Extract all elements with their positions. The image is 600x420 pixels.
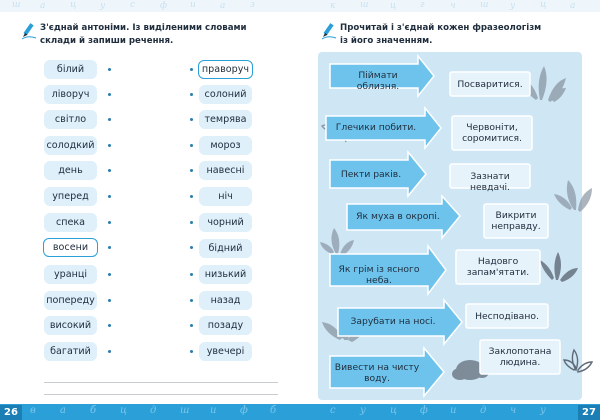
left-word[interactable]: високий bbox=[44, 316, 97, 335]
meaning-text[interactable]: Надовго запам'ятати. bbox=[466, 256, 530, 278]
idiom-text[interactable]: Глечики побити. bbox=[335, 122, 417, 133]
left-word[interactable]: попереду bbox=[44, 291, 97, 310]
right-word[interactable]: навесні bbox=[199, 161, 252, 180]
left-word[interactable]: світло bbox=[44, 110, 97, 129]
plant-icon bbox=[564, 350, 592, 372]
left-word[interactable]: уранці bbox=[44, 265, 97, 284]
right-word[interactable]: низький bbox=[199, 265, 252, 284]
top-decor-band: ш а ц у с ф и а з к ш ц г ч ш у ц а bbox=[0, 0, 600, 12]
meaning-text[interactable]: Червоніти, соромитися. bbox=[462, 122, 522, 144]
left-word[interactable]: багатий bbox=[44, 342, 97, 361]
plant-icon bbox=[320, 228, 354, 256]
idiom-text[interactable]: Як грім із ясного неба. bbox=[338, 264, 420, 286]
right-word[interactable]: увечері bbox=[199, 342, 252, 361]
idiom-text[interactable]: Пекти раків. bbox=[340, 169, 402, 180]
plant-icon bbox=[554, 180, 592, 212]
right-word[interactable]: ніч bbox=[199, 187, 252, 206]
idiom-text[interactable]: Вивести на чисту воду. bbox=[334, 362, 420, 384]
idiom-text[interactable]: Зарубати на носі. bbox=[350, 316, 436, 327]
page-number-right: 27 bbox=[578, 405, 600, 420]
right-word[interactable]: солоний bbox=[199, 85, 252, 104]
right-word[interactable]: позаду bbox=[199, 316, 252, 335]
right-word[interactable]: темрява bbox=[199, 110, 252, 129]
meaning-text[interactable]: Викрити неправду. bbox=[491, 210, 541, 232]
left-word[interactable]: день bbox=[44, 161, 97, 180]
meaning-text[interactable]: Посваритися. bbox=[457, 79, 523, 90]
page-number-left: 26 bbox=[0, 405, 22, 420]
meaning-text[interactable]: Заклопотана людина. bbox=[488, 346, 552, 368]
meaning-text[interactable]: Зазнати невдачі. bbox=[470, 171, 510, 193]
right-instruction-line-2: із його значенням. bbox=[340, 36, 433, 46]
left-word-highlighted[interactable]: восени bbox=[43, 238, 98, 257]
right-word[interactable]: чорний bbox=[199, 213, 252, 232]
idiom-text[interactable]: Як муха в окропі. bbox=[356, 211, 440, 222]
right-word[interactable]: бідний bbox=[199, 239, 252, 258]
right-instruction-line-1: Прочитай і з'єднай кожен фразеологізм bbox=[340, 23, 542, 33]
left-word[interactable]: спека bbox=[44, 213, 97, 232]
meaning-text[interactable]: Несподівано. bbox=[475, 311, 539, 322]
right-word-highlighted[interactable]: праворуч bbox=[198, 60, 253, 79]
left-word[interactable]: уперед bbox=[44, 187, 97, 206]
right-word[interactable]: назад bbox=[199, 291, 252, 310]
left-instruction-line-1: З'єднай антоніми. Із виділеними словами bbox=[40, 23, 247, 33]
left-word[interactable]: солодкий bbox=[44, 136, 97, 155]
left-word[interactable]: білий bbox=[44, 60, 97, 79]
plant-icon bbox=[540, 252, 578, 282]
left-word[interactable]: ліворуч bbox=[44, 85, 97, 104]
idiom-text[interactable]: Піймати облизня. bbox=[356, 70, 400, 92]
bottom-decor-band: в а б ц д ш и ф б с у ц ф и д ч у bbox=[0, 404, 600, 420]
left-instruction-line-2: склади й запиши речення. bbox=[40, 36, 174, 46]
right-word[interactable]: мороз bbox=[199, 136, 252, 155]
